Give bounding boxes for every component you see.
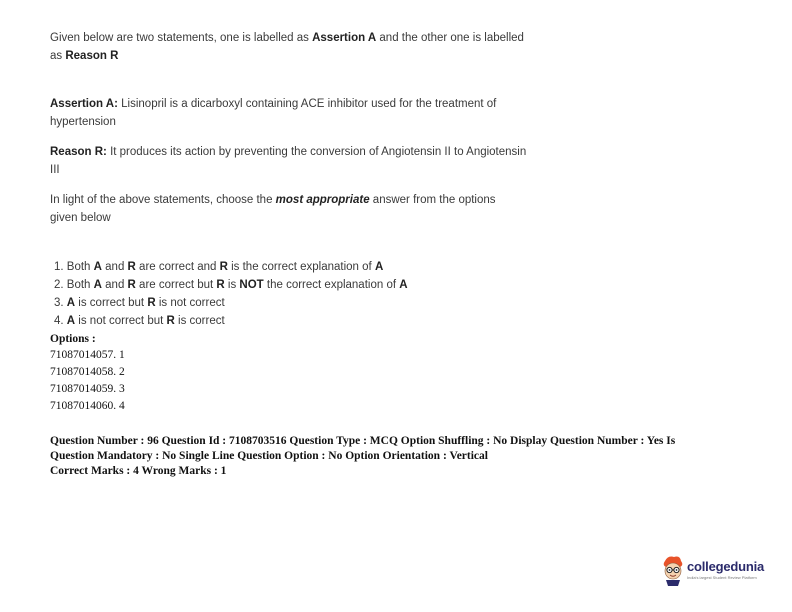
mascot-icon: [660, 553, 686, 587]
choice-item: 1. Both A and R are correct and R is the correct explanation of A: [54, 261, 384, 273]
intro-line2: as: [50, 50, 66, 62]
assertion-statement: [50, 95, 496, 131]
brand-tagline: India's largest Student Review Platform: [687, 575, 757, 580]
choice-list: [54, 258, 408, 330]
assertion-text: Lisinopril is a dicarboxyl containing ACE inhibitor used for the treatment of: [117, 98, 497, 110]
assertion-ref: Assertion A: [312, 32, 377, 44]
meta-line: Question Mandatory : No Single Line Question Option : No Option Orientation : Vertical: [50, 450, 488, 462]
option-id: 71087014057. 1: [50, 349, 125, 361]
collegedunia-logo: [660, 553, 770, 589]
intro-text: [50, 29, 524, 65]
choice-item: 3. A is correct but R is not correct: [54, 297, 225, 309]
option-id: 71087014058. 2: [50, 366, 125, 378]
reason-text-cont: III: [50, 164, 60, 176]
brand-name: collegedunia: [687, 559, 765, 574]
marks-line: Correct Marks : 4 Wrong Marks : 1: [50, 465, 227, 477]
instruction-text: In light of the above statements, choose the: [50, 194, 276, 206]
intro-line1-end: and the other one is labelled: [376, 32, 524, 44]
intro-line1: Given below are two statements, one is labelled as: [50, 32, 313, 44]
instruction-emphasis: most appropriate: [275, 194, 370, 206]
instruction-text-cont: given below: [50, 212, 111, 224]
instruction-text-end: answer from the options: [369, 194, 496, 206]
reason-statement: [50, 143, 526, 179]
question-meta: [50, 434, 675, 479]
option-id: 71087014059. 3: [50, 383, 125, 395]
choice-item: 4. A is not correct but R is correct: [54, 315, 225, 327]
options-block: [50, 331, 125, 415]
option-id: 71087014060. 4: [50, 400, 125, 412]
reason-text: It produces its action by preventing the conversion of Angiotensin II to Angiotensin: [106, 146, 527, 158]
assertion-text-cont: hypertension: [50, 116, 116, 128]
assertion-label: Assertion A:: [50, 98, 118, 110]
instruction: [50, 191, 496, 227]
choice-item: 2. Both A and R are correct but R is NOT the correct explanation of A: [54, 279, 408, 291]
reason-label: Reason R:: [50, 146, 107, 158]
reason-ref: Reason R: [65, 50, 119, 62]
options-heading: Options :: [50, 333, 96, 345]
meta-line: Question Number : 96 Question Id : 7108703516 Question Type : MCQ Option Shuffling : No Display Question Number : Yes Is: [50, 435, 676, 447]
